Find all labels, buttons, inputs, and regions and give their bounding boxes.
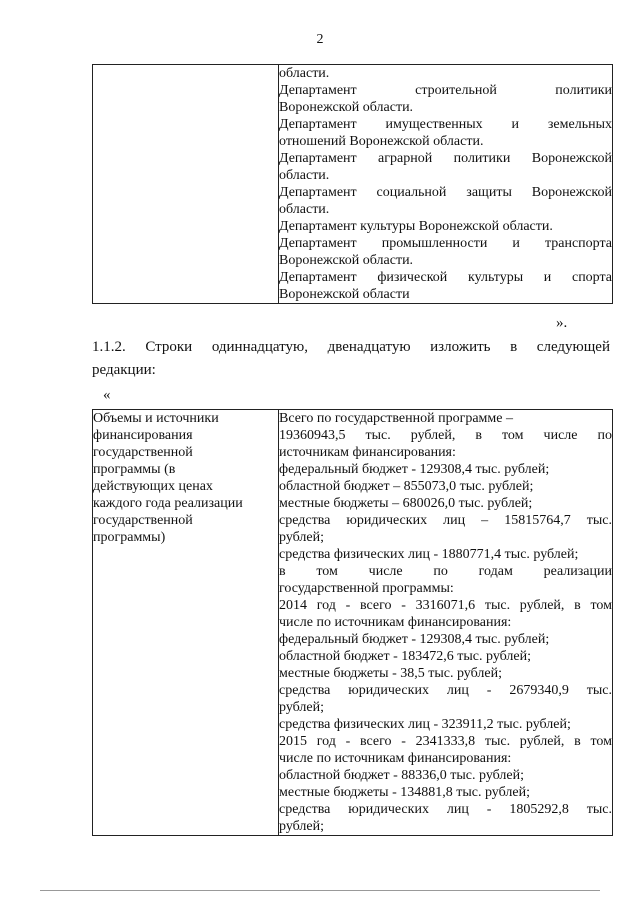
- table1-right-cell: [279, 65, 613, 304]
- financing-label: [93, 410, 278, 546]
- text-line: Всего по государственной программе –: [279, 411, 513, 426]
- clause-word: в: [510, 339, 518, 355]
- text-line: каждого года реализации: [93, 496, 243, 511]
- text-line: Департамент физической культуры и спорта: [279, 270, 612, 285]
- opening-quote: «: [103, 387, 111, 403]
- departments-table: [92, 64, 613, 304]
- clause-word: Строки: [145, 339, 193, 355]
- text-line: источникам финансирования:: [279, 445, 456, 460]
- text-line: государственной: [93, 445, 193, 460]
- text-line: средства физических лиц - 323911,2 тыс. рублей;: [279, 717, 571, 732]
- text-line: Воронежской области.: [279, 100, 414, 115]
- text-line: области.: [279, 66, 330, 81]
- text-line: средства юридических лиц – 15815764,7 тыс.: [279, 513, 612, 528]
- text-line: федеральный бюджет - 129308,4 тыс. рублей;: [279, 632, 550, 647]
- clause-word: изложить: [430, 339, 491, 355]
- text-line: Департамент имущественных и земельных: [279, 117, 612, 132]
- text-line: государственной: [93, 513, 193, 528]
- text-line: государственной программы:: [279, 581, 454, 596]
- text-line: области.: [279, 202, 330, 217]
- text-line: средства физических лиц - 1880771,4 тыс. рублей;: [279, 547, 579, 562]
- text-line: в том числе по годам реализации: [279, 564, 612, 579]
- page-number: 2: [316, 32, 324, 47]
- text-line: областной бюджет - 88336,0 тыс. рублей;: [279, 768, 524, 783]
- clause-word: следующей: [536, 339, 610, 355]
- text-line: рублей;: [279, 530, 324, 545]
- text-line: Департамент социальной защиты Воронежской: [279, 185, 612, 200]
- clause-number: 1.1.2.: [92, 339, 126, 355]
- text-line: 19360943,5 тыс. рублей, в том числе по: [279, 428, 612, 443]
- text-line: Воронежской области: [279, 287, 410, 302]
- table-row: [93, 65, 613, 304]
- text-line: финансирования: [93, 428, 193, 443]
- financing-values-cell: [279, 410, 613, 836]
- text-line: области.: [279, 168, 330, 183]
- text-line: областной бюджет – 855073,0 тыс. рублей;: [279, 479, 534, 494]
- text-line: действующих ценах: [93, 479, 213, 494]
- text-line: 2015 год - всего - 2341333,8 тыс. рублей, в том: [279, 734, 612, 749]
- text-line: 2014 год - всего - 3316071,6 тыс. рублей, в том: [279, 598, 612, 613]
- text-line: местные бюджеты - 134881,8 тыс. рублей;: [279, 785, 530, 800]
- text-line: Объемы и источники: [93, 411, 219, 426]
- text-line: средства юридических лиц - 1805292,8 тыс.: [279, 802, 612, 817]
- text-line: федеральный бюджет - 129308,4 тыс. рублей;: [279, 462, 550, 477]
- text-line: средства юридических лиц - 2679340,9 тыс.: [279, 683, 612, 698]
- text-line: Департамент промышленности и транспорта: [279, 236, 612, 251]
- text-line: местные бюджеты – 680026,0 тыс. рублей;: [279, 496, 533, 511]
- financing-values: [279, 410, 612, 835]
- text-line: Департамент строительной политики: [279, 83, 612, 98]
- text-line: Воронежской области.: [279, 253, 414, 268]
- text-line: отношений Воронежской области.: [279, 134, 484, 149]
- departments-list: [279, 65, 612, 303]
- financing-table: [92, 409, 613, 836]
- text-line: рублей;: [279, 819, 324, 834]
- text-line: программы): [93, 530, 166, 545]
- financing-label-cell: [93, 410, 279, 836]
- text-line: местные бюджеты - 38,5 тыс. рублей;: [279, 666, 502, 681]
- clause-word: двенадцатую: [327, 339, 411, 355]
- table1-left-cell: [93, 65, 279, 304]
- text-line: областной бюджет - 183472,6 тыс. рублей;: [279, 649, 531, 664]
- text-line: числе по источникам финансирования:: [279, 615, 512, 630]
- text-line: числе по источникам финансирования:: [279, 751, 512, 766]
- closing-quote: ».: [556, 315, 568, 331]
- clause-word: одиннадцатую,: [211, 339, 308, 355]
- text-line: Департамент аграрной политики Воронежской: [279, 151, 612, 166]
- clause-continuation: редакции:: [92, 362, 156, 378]
- text-line: программы (в: [93, 462, 176, 477]
- text-line: рублей;: [279, 700, 324, 715]
- footer-rule: [40, 890, 600, 891]
- table-row: [93, 410, 613, 836]
- text-line: Департамент культуры Воронежской области.: [279, 219, 553, 234]
- clause-paragraph: [92, 338, 610, 356]
